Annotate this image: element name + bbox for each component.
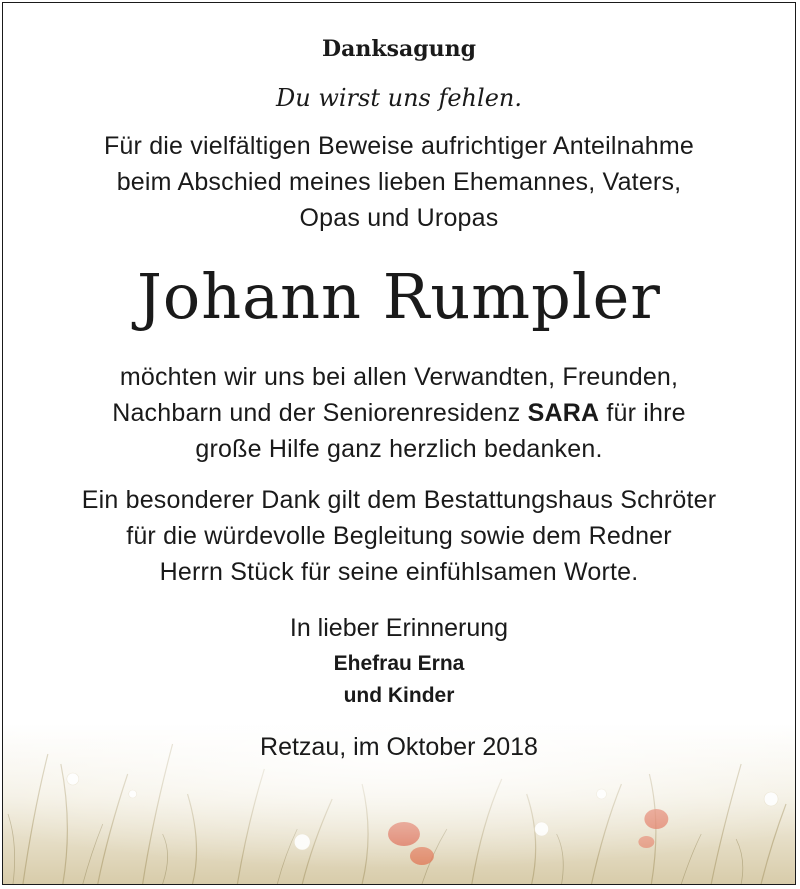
- thanks-text: Nachbarn und der Seniorenresidenz: [112, 399, 528, 427]
- thanks-line: möchten wir uns bei allen Verwandten, Freunden,: [119, 363, 679, 391]
- intro-line: Für die vielfältigen Beweise aufrichtiger Anteilnahme: [103, 132, 695, 160]
- thanks-text: für ihre: [599, 399, 686, 427]
- care-home-name: SARA: [527, 399, 600, 427]
- obituary-notice: [2, 2, 796, 885]
- signer-name: und Kinder: [343, 684, 455, 707]
- intro-line: beim Abschied meines lieben Ehemannes, Vaters,: [116, 168, 682, 196]
- special-line: Herrn Stück für seine einfühlsamen Worte.: [159, 558, 639, 586]
- notice-heading: Danksagung: [322, 36, 476, 62]
- special-line: für die würdevolle Begleitung sowie dem Redner: [126, 522, 672, 550]
- special-line: Ein besonderer Dank gilt dem Bestattungshaus Schröter: [81, 486, 717, 514]
- notice-motto: Du wirst uns fehlen.: [276, 84, 522, 112]
- signer-name: Ehefrau Erna: [333, 652, 465, 675]
- thanks-paragraph: [3, 359, 795, 467]
- special-thanks-paragraph: [3, 482, 795, 590]
- closing-phrase: In lieber Erinnerung: [289, 614, 509, 642]
- intro-paragraph: [3, 128, 795, 236]
- deceased-name: Johann Rumpler: [137, 260, 661, 333]
- thanks-line: große Hilfe ganz herzlich bedanken.: [195, 435, 603, 463]
- thanks-line: [3, 395, 795, 431]
- intro-line: Opas und Uropas: [299, 204, 499, 232]
- place-and-date: Retzau, im Oktober 2018: [260, 733, 538, 761]
